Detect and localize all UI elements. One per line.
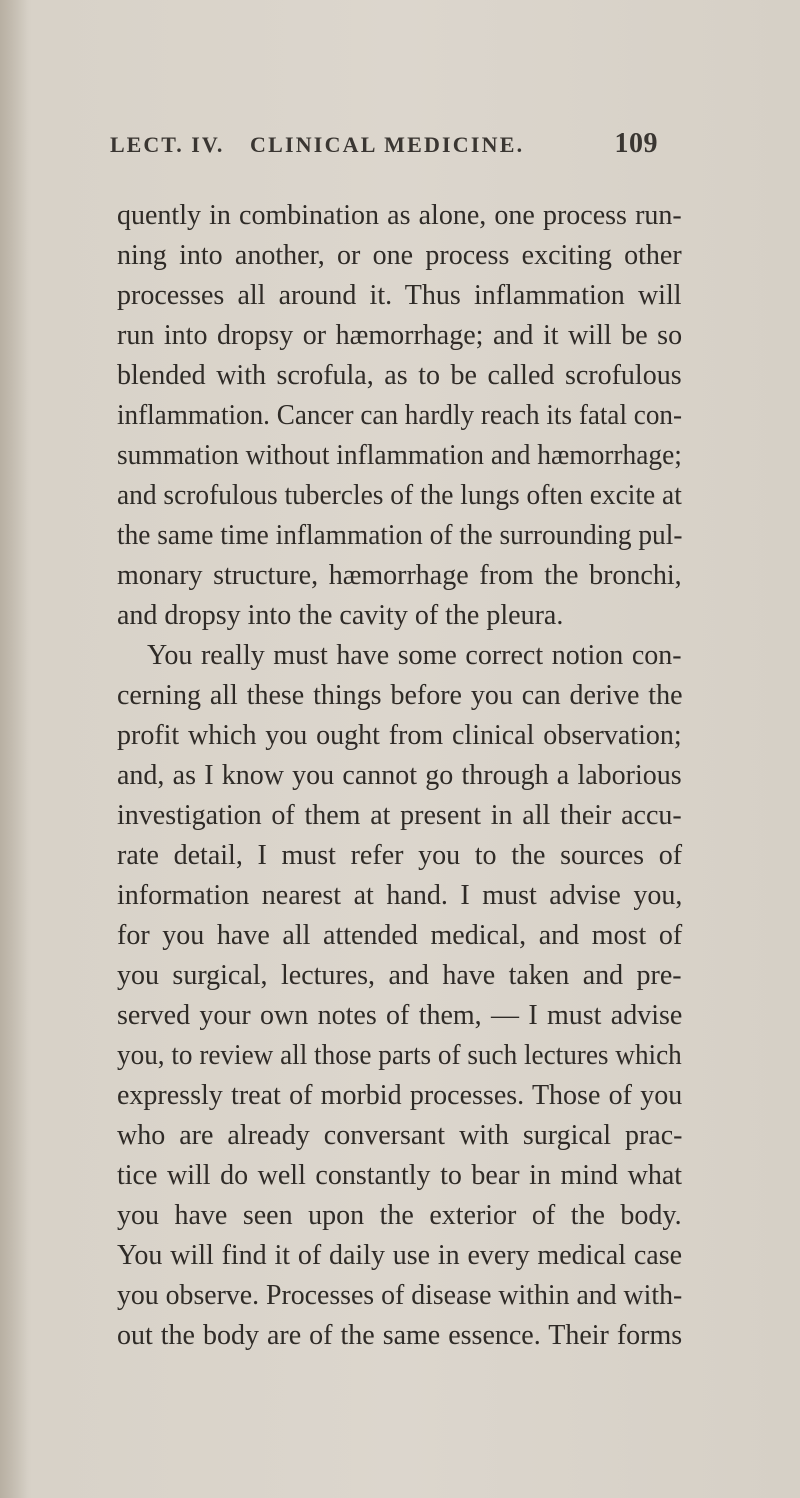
text-line: ning into another, or one process exciting other xyxy=(117,240,682,271)
text-line: summation without inflammation and hæmorrhage; xyxy=(117,440,682,471)
text-line: who are already conversant with surgical prac- xyxy=(117,1120,683,1151)
running-title: CLINICAL MEDICINE. xyxy=(250,132,525,157)
text-line: you, to review all those parts of such lectures which xyxy=(117,1040,682,1071)
text-line: you have seen upon the exterior of the body. xyxy=(117,1200,682,1231)
text-line: inflammation. Cancer can hardly reach its fatal con- xyxy=(117,400,683,431)
lecture-number: LECT. IV. xyxy=(110,132,225,157)
page-gutter-shadow xyxy=(0,0,28,1498)
text-line: investigation of them at present in all their accu- xyxy=(117,800,682,831)
text-line: expressly treat of morbid processes. Those of you xyxy=(117,1080,683,1111)
text-line: processes all around it. Thus inflammation will xyxy=(117,280,682,311)
text-line: blended with scrofula, as to be called scrofulous xyxy=(117,360,682,391)
text-line: profit which you ought from clinical observation; xyxy=(117,720,682,751)
text-line: You will find it of daily use in every medical case xyxy=(117,1240,683,1271)
text-line: You really must have some correct notion con- xyxy=(147,640,682,671)
text-line: quently in combination as alone, one process run- xyxy=(117,200,682,231)
text-line: and scrofulous tubercles of the lungs often excite at xyxy=(117,480,682,511)
text-line: and dropsy into the cavity of the pleura. xyxy=(117,600,564,631)
text-line: monary structure, hæmorrhage from the bronchi, xyxy=(117,560,682,591)
text-line: the same time inflammation of the surrounding pul- xyxy=(117,520,683,551)
text-line: run into dropsy or hæmorrhage; and it will be so xyxy=(117,320,683,351)
text-line: cerning all these things before you can derive the xyxy=(117,680,683,711)
text-line: information nearest at hand. I must advise you, xyxy=(117,880,683,911)
text-line: you observe. Processes of disease within and with- xyxy=(117,1280,683,1311)
running-header xyxy=(110,128,658,176)
text-line: rate detail, I must refer you to the sources of xyxy=(117,840,683,871)
page-number: 109 xyxy=(614,128,658,159)
text-line: served your own notes of them, — I must advise xyxy=(117,1000,683,1031)
text-line: out the body are of the same essence. Their forms xyxy=(117,1320,683,1351)
text-line: for you have all attended medical, and most of xyxy=(117,920,683,951)
text-line: and, as I know you cannot go through a laborious xyxy=(117,760,682,791)
text-line: you surgical, lectures, and have taken and pre- xyxy=(117,960,682,991)
text-line: tice will do well constantly to bear in mind what xyxy=(117,1160,683,1191)
